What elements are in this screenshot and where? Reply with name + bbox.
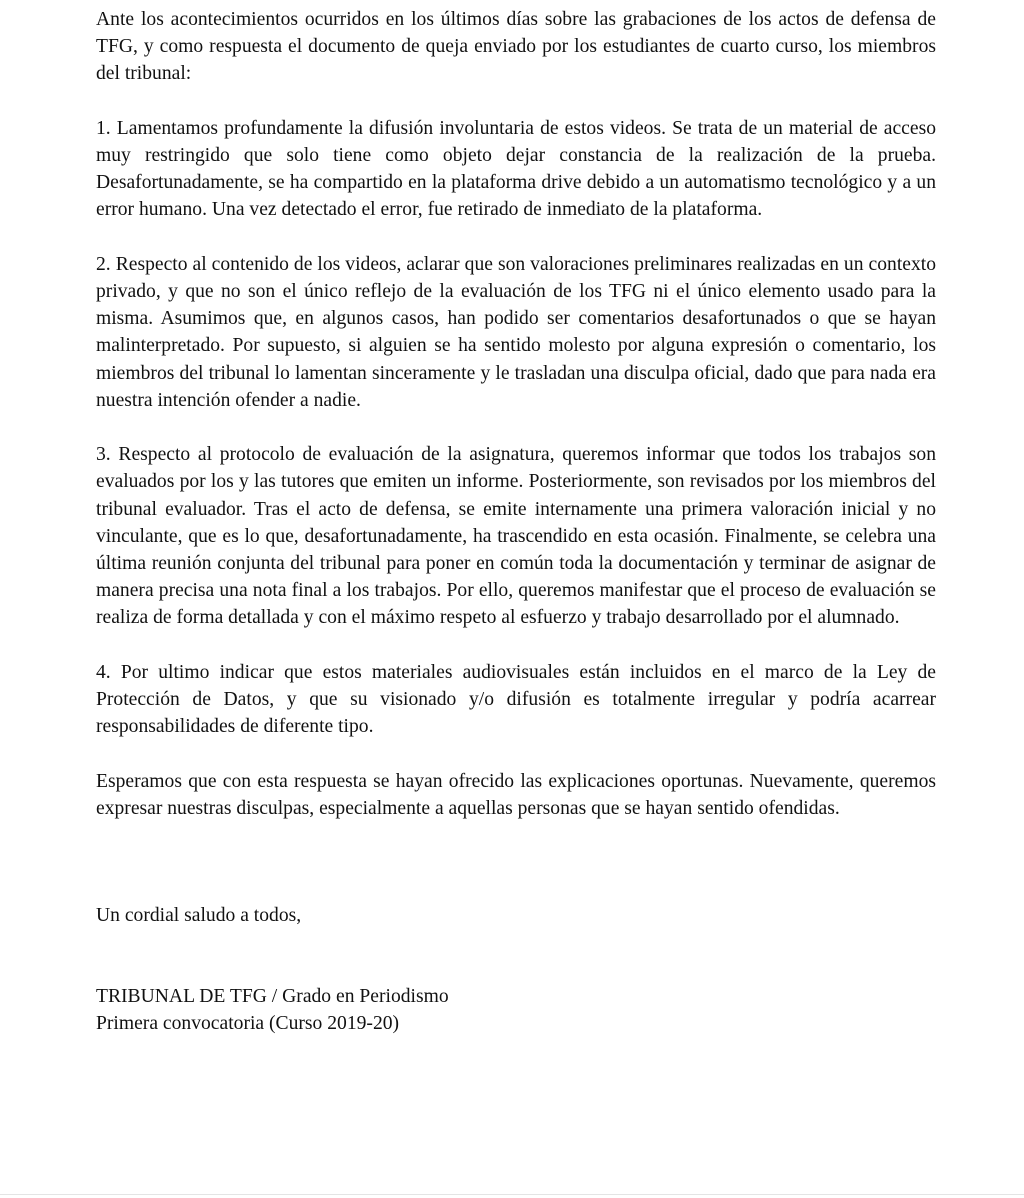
signature-line-1: TRIBUNAL DE TFG / Grado en Periodismo	[96, 986, 449, 1008]
point-4-paragraph: 4. Por ultimo indicar que estos materiales audiovisuales están incluidos en el marco de la Ley de Protección de Datos, y que su visionado y/o difusión es totalmente irregular y podría acarrear responsabilidades de diferente tipo.	[96, 661, 936, 738]
closing-block	[96, 902, 936, 929]
point-1-paragraph: 1. Lamentamos profundamente la difusión involuntaria de estos videos. Se trata de un material de acceso muy restringido que solo tiene como objeto dejar constancia de la realización de la prueba. Desafortunadamente, se ha compartido en la plataforma drive debido a un automatismo tecnológico y a un error humano. Una vez detectado el error, fue retirado de inmediato de la plataforma.	[96, 117, 936, 221]
closing-greeting: Un cordial saludo a todos,	[96, 905, 302, 927]
page-bottom-border	[0, 1194, 1024, 1195]
letter-body	[96, 6, 936, 1038]
signature-line-2: Primera convocatoria (Curso 2019-20)	[96, 1013, 400, 1035]
point-3-paragraph: 3. Respecto al protocolo de evaluación de la asignatura, queremos informar que todos los trabajos son evaluados por los y las tutores que emiten un informe. Posteriormente, son revisados por los miembros del tribunal evaluador. Tras el acto de defensa, se emite internamente una primera valoración inicial y no vinculante, que es lo que, desafortunadamente, ha trascendido en esta ocasión. Finalmente, se celebra una última reunión conjunta del tribunal para poner en común toda la documentación y terminar de asignar de manera precisa una nota final a los trabajos. Por ello, queremos manifestar que el proceso de evaluación se realiza de forma detallada y con el máximo respeto al esfuerzo y trabajo desarrollado por el alumnado.	[96, 444, 936, 629]
intro-paragraph: Ante los acontecimientos ocurridos en los últimos días sobre las grabaciones de los actos de defensa de TFG, y como respuesta el documento de queja enviado por los estudiantes de cuarto curso, los miembros del tribunal:	[96, 9, 936, 85]
conclusion-paragraph: Esperamos que con esta respuesta se hayan ofrecido las explicaciones oportunas. Nuevamente, queremos expresar nuestras disculpas, especialmente a aquellas personas que se hayan sentido ofendidas.	[96, 770, 936, 819]
signature-block	[96, 983, 936, 1037]
point-2-paragraph: 2. Respecto al contenido de los videos, aclarar que son valoraciones preliminares realizadas en un contexto privado, y que no son el único reflejo de la evaluación de los TFG ni el único elemento usado para la misma. Asumimos que, en algunos casos, han podido ser comentarios desafortunados o que se hayan malinterpretado. Por supuesto, si alguien se ha sentido molesto por alguna expresión o comentario, los miembros del tribunal lo lamentan sinceramente y le trasladan una disculpa oficial, dado que para nada era nuestra intención ofender a nadie.	[96, 253, 936, 411]
